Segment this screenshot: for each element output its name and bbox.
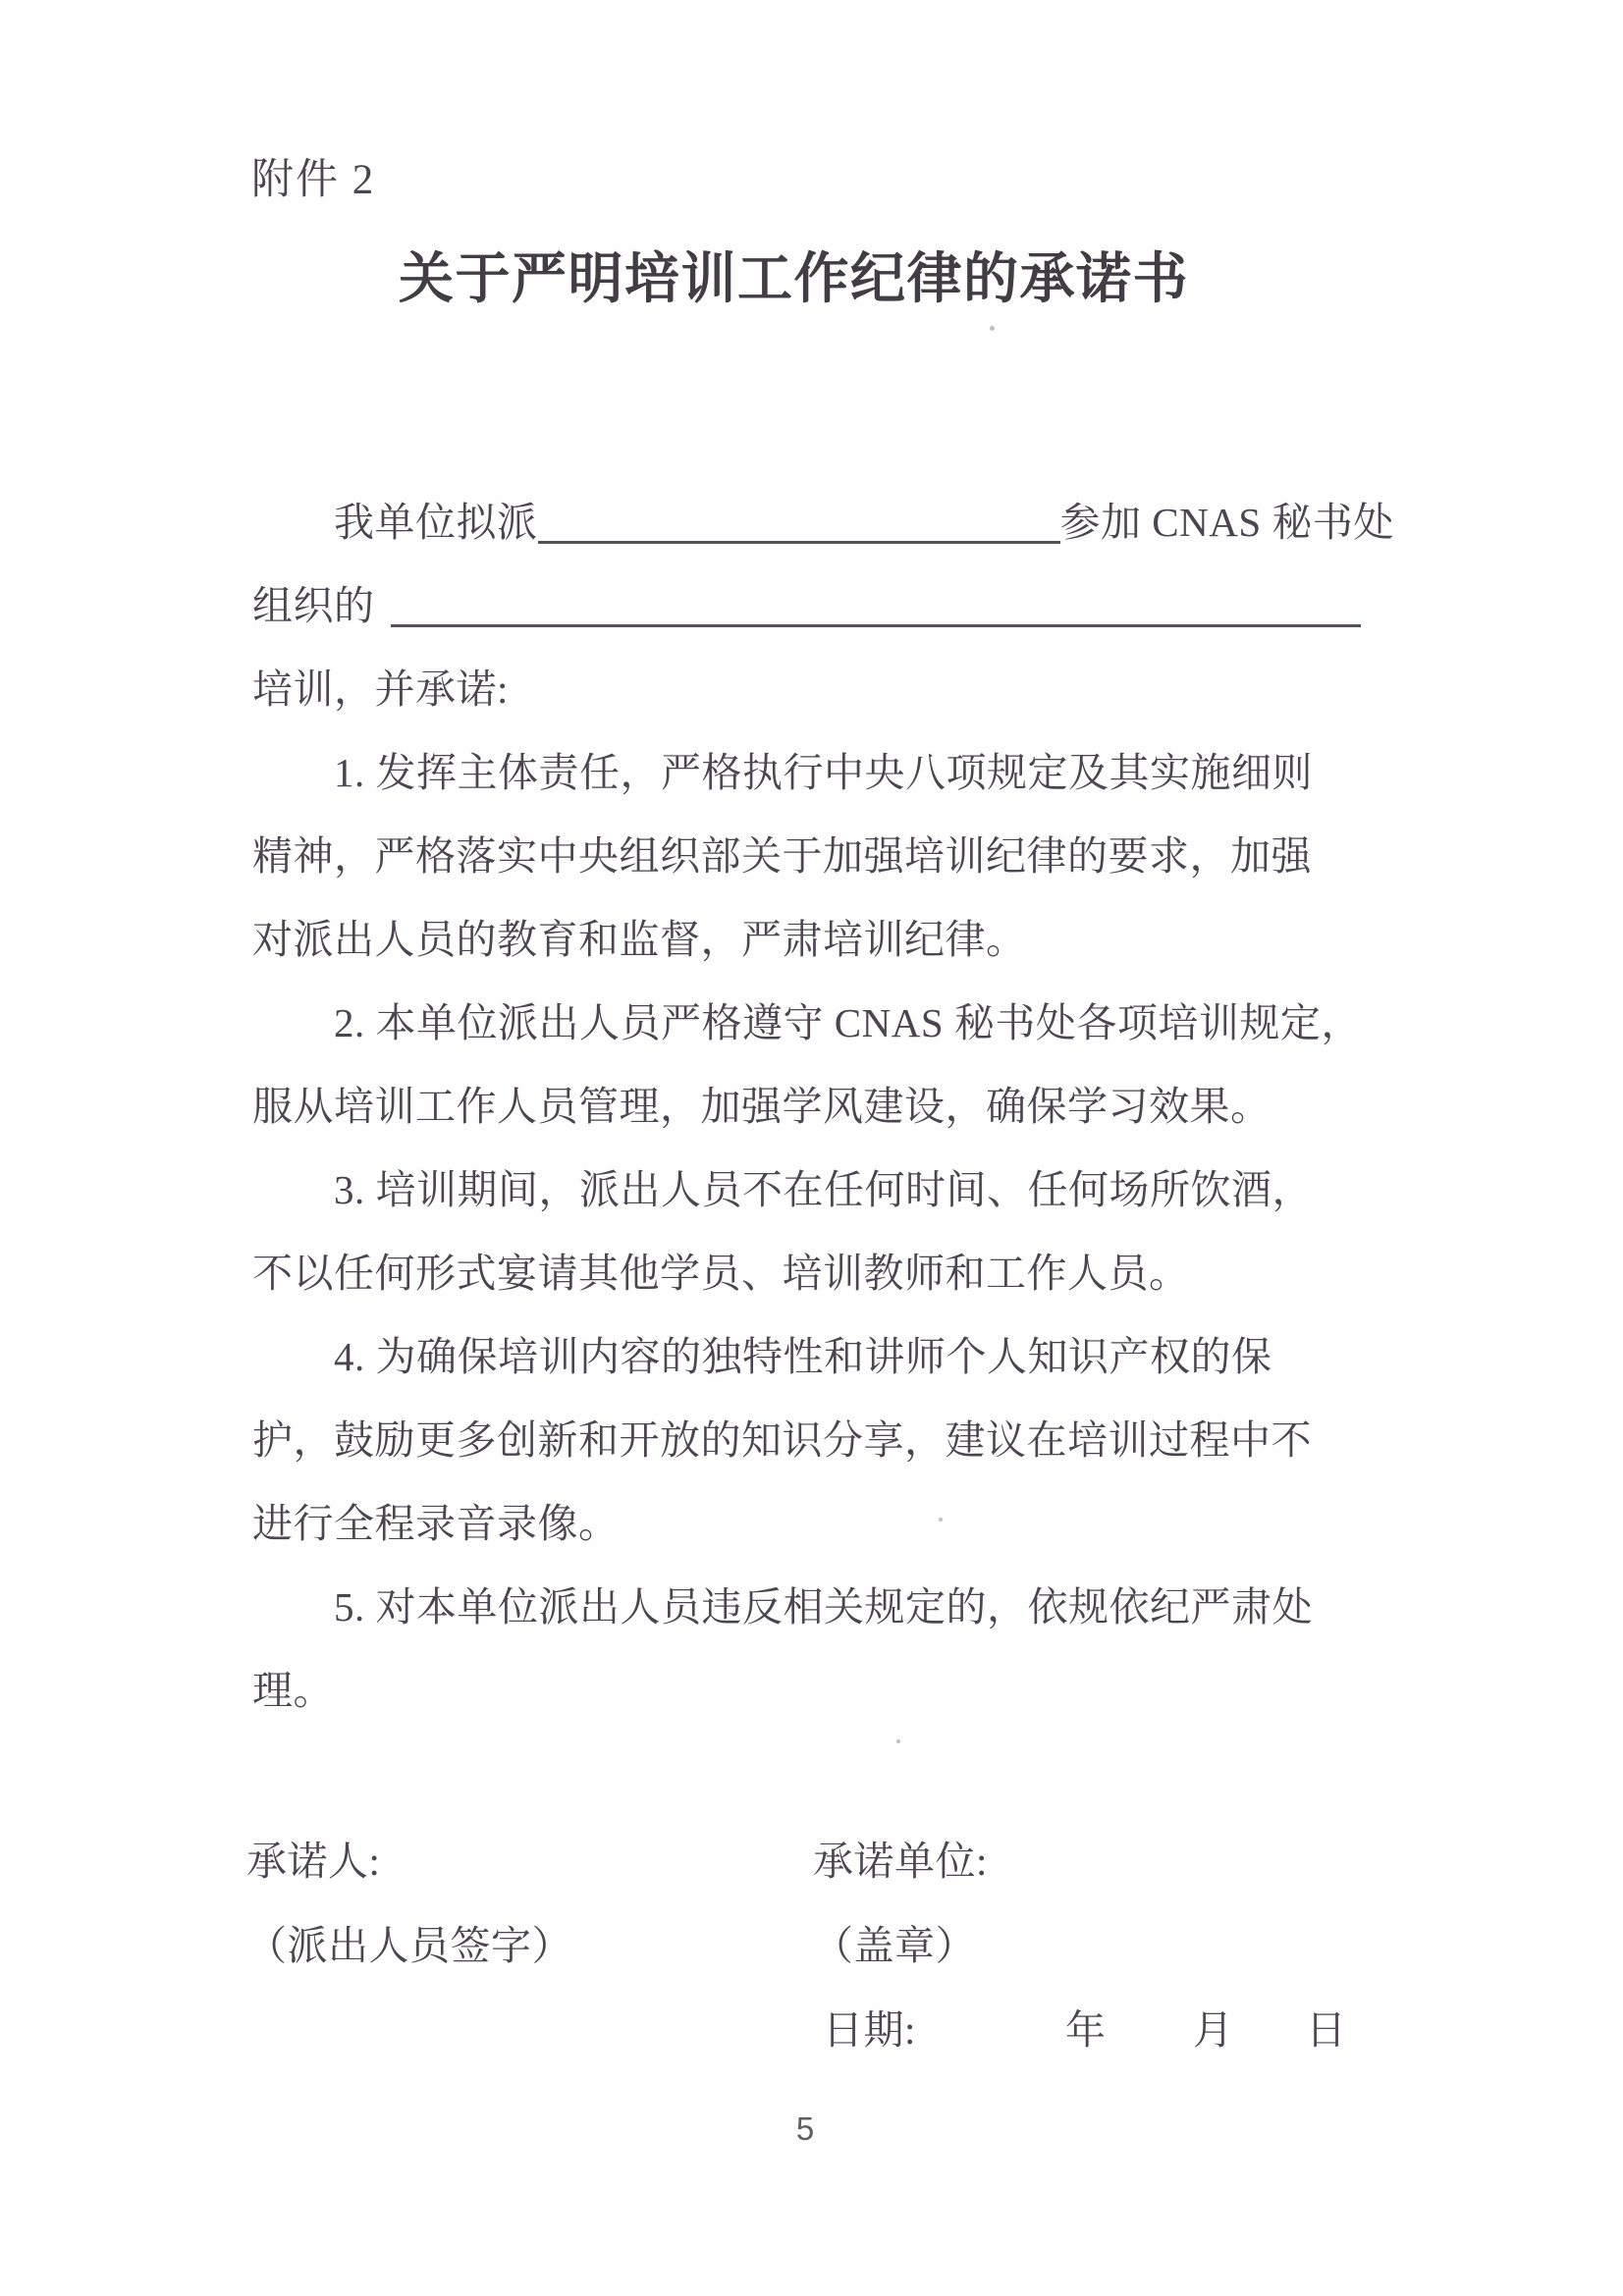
item-1-line-3: 对派出人员的教育和监督，严肃培训纪律。 bbox=[252, 917, 1027, 962]
opening-line-1 bbox=[252, 481, 1396, 564]
item-2-line-2: 服从培训工作人员管理，加强学风建设，确保学习效果。 bbox=[252, 1084, 1271, 1129]
item-3-line-1 bbox=[252, 1148, 1396, 1232]
promiser-label: 承诺人: bbox=[246, 1839, 381, 1884]
unit-seal-note: （盖章） bbox=[813, 1923, 976, 1968]
item-4-line-2: 护，鼓励更多创新和开放的知识分享，建议在培训过程中不 bbox=[252, 1417, 1312, 1463]
item-3-line-2: 不以任何形式宴请其他学员、培训教师和工作人员。 bbox=[252, 1251, 1190, 1296]
item-5-line-2: 理。 bbox=[252, 1668, 334, 1713]
opening-line-3: 培训，并承诺: bbox=[252, 667, 509, 712]
attachment-label: 附件 2 bbox=[251, 157, 376, 203]
item-text: 2. 本单位派出人员严格遵守 CNAS 秘书处各项培训规定， bbox=[334, 1000, 1362, 1045]
opening-line-2 bbox=[252, 564, 1396, 648]
date-day-label: 日 bbox=[1306, 2007, 1347, 2053]
scan-speck bbox=[896, 1739, 900, 1743]
promiser-signature-note: （派出人员签字） bbox=[246, 1923, 572, 1968]
promising-unit-label: 承诺单位: bbox=[813, 1839, 988, 1884]
opening-line-1-suffix: 参加 CNAS 秘书处 bbox=[1059, 500, 1394, 545]
item-text: 3. 培训期间，派出人员不在任何时间、任何场所饮酒， bbox=[334, 1167, 1313, 1212]
item-1-line-1 bbox=[252, 731, 1396, 815]
item-2-line-1 bbox=[252, 982, 1396, 1065]
opening-line-2-prefix: 组织的 bbox=[252, 583, 375, 628]
document-body bbox=[252, 481, 1396, 1733]
item-text: 5. 对本单位派出人员违反相关规定的，依规依纪严肃处 bbox=[334, 1584, 1313, 1629]
scan-speck bbox=[939, 1518, 943, 1522]
date-year-label: 年 bbox=[1065, 2007, 1107, 2053]
fill-in-blank-training-name bbox=[391, 620, 1361, 627]
item-4-line-1 bbox=[252, 1315, 1396, 1399]
fill-in-blank-personnel bbox=[538, 537, 1060, 544]
item-text: 4. 为确保培训内容的独特性和讲师个人知识产权的保 bbox=[334, 1334, 1272, 1379]
item-5-line-1 bbox=[252, 1566, 1396, 1649]
date-month-label: 月 bbox=[1193, 2007, 1234, 2053]
item-4-line-3: 进行全程录音录像。 bbox=[252, 1501, 620, 1546]
opening-line-1-prefix: 我单位拟派 bbox=[334, 500, 538, 545]
item-text: 1. 发挥主体责任，严格执行中央八项规定及其实施细则 bbox=[334, 750, 1313, 795]
document-title: 关于严明培训工作纪律的承诺书 bbox=[399, 247, 1189, 309]
date-label: 日期: bbox=[823, 2007, 916, 2053]
page-number: 5 bbox=[795, 2110, 815, 2147]
scan-speck bbox=[990, 326, 995, 331]
item-1-line-2: 精神，严格落实中央组织部关于加强培训纪律的要求，加强 bbox=[252, 833, 1312, 879]
